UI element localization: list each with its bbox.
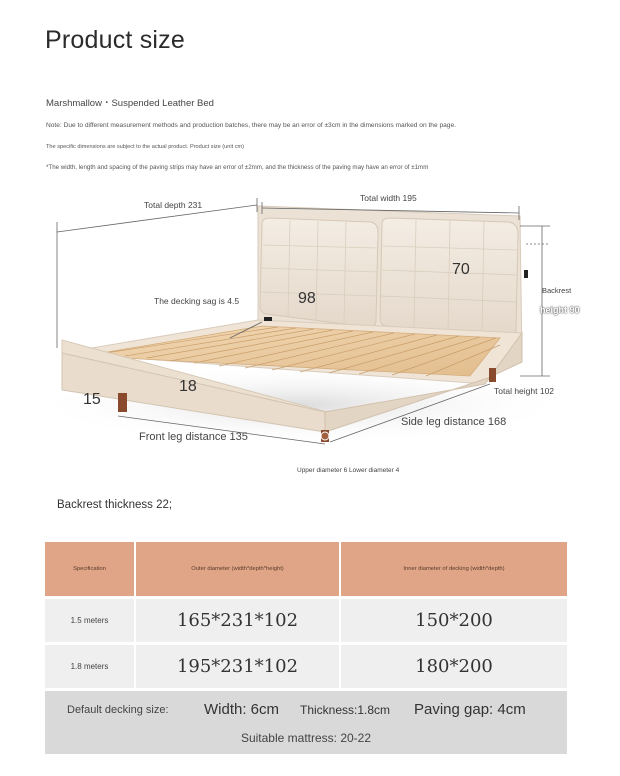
spec-cell: 1.5 meters — [45, 599, 136, 642]
cushion-height-label: 70 — [452, 261, 470, 278]
total-depth-label: Total depth 231 — [144, 200, 203, 210]
front-left-leg — [118, 393, 127, 412]
inner-cell: 180*200 — [415, 656, 493, 677]
spec-cell: 1.8 meters — [45, 645, 136, 688]
bed-dimension-diagram — [0, 185, 620, 485]
decking-sag-label: The decking sag is 4.5 — [154, 296, 240, 306]
page-title: Product size — [45, 26, 185, 54]
frame-height-label: 18 — [179, 378, 197, 395]
leg-height-label: 15 — [83, 391, 101, 408]
leg-diameter-label: Upper diameter 6 Lower diameter 4 — [297, 467, 400, 474]
bracket-right — [524, 270, 528, 278]
backrest-label: Backrest — [542, 286, 572, 295]
outer-cell: 195*231*102 — [136, 645, 341, 688]
size-spec-table — [45, 542, 567, 754]
bed-illustration — [0, 185, 620, 485]
side-leg-distance-label: Side leg distance 168 — [401, 416, 507, 428]
note-paving-error: *The width, length and spacing of the paving strips may have an error of ±2mm, and the thickness of the paving may have an error of ±1mm — [46, 164, 429, 171]
suitable-mattress: Suitable mattress: 20-22 — [240, 731, 372, 745]
note-unit: The specific dimensions are subject to the actual product. Product size (unit cm) — [46, 144, 245, 150]
back-right-leg — [489, 368, 496, 382]
cushion-width-label: 98 — [298, 290, 316, 307]
decking-size-label: Default decking size: — [67, 704, 169, 716]
table-header-row — [45, 542, 567, 596]
decking-width: Width: 6cm — [204, 701, 280, 718]
decking-info-footer — [45, 691, 567, 754]
product-name: Marshmallow・Suspended Leather Bed — [46, 98, 214, 109]
total-width-label: Total width 195 — [360, 193, 417, 203]
total-height-label: Total height 102 — [494, 386, 555, 396]
table-row — [45, 599, 567, 642]
paving-gap: Paving gap: 4cm — [414, 701, 526, 718]
decking-thickness: Thickness:1.8cm — [300, 703, 391, 717]
header-specification: Specification — [45, 542, 136, 596]
left-cushion — [260, 218, 378, 327]
header-outer-diameter: Outer diameter (width*depth*height) — [136, 542, 341, 596]
backrest-thickness: Backrest thickness 22; — [57, 499, 173, 511]
header-inner-diameter: Inner diameter of decking (width*depth) — [403, 566, 505, 572]
table-row — [45, 645, 567, 688]
backrest-height-label: height 90 — [540, 305, 580, 315]
inner-cell: 150*200 — [415, 610, 493, 631]
front-leg-distance-label: Front leg distance 135 — [139, 431, 248, 443]
outer-cell: 165*231*102 — [136, 599, 341, 642]
bracket-left — [264, 317, 272, 321]
leg-detail-icon — [321, 432, 329, 440]
note-measurement-error: Note: Due to different measurement methods and production batches, there may be an error of ±3cm in the dimensions marked on the page. — [46, 122, 456, 129]
